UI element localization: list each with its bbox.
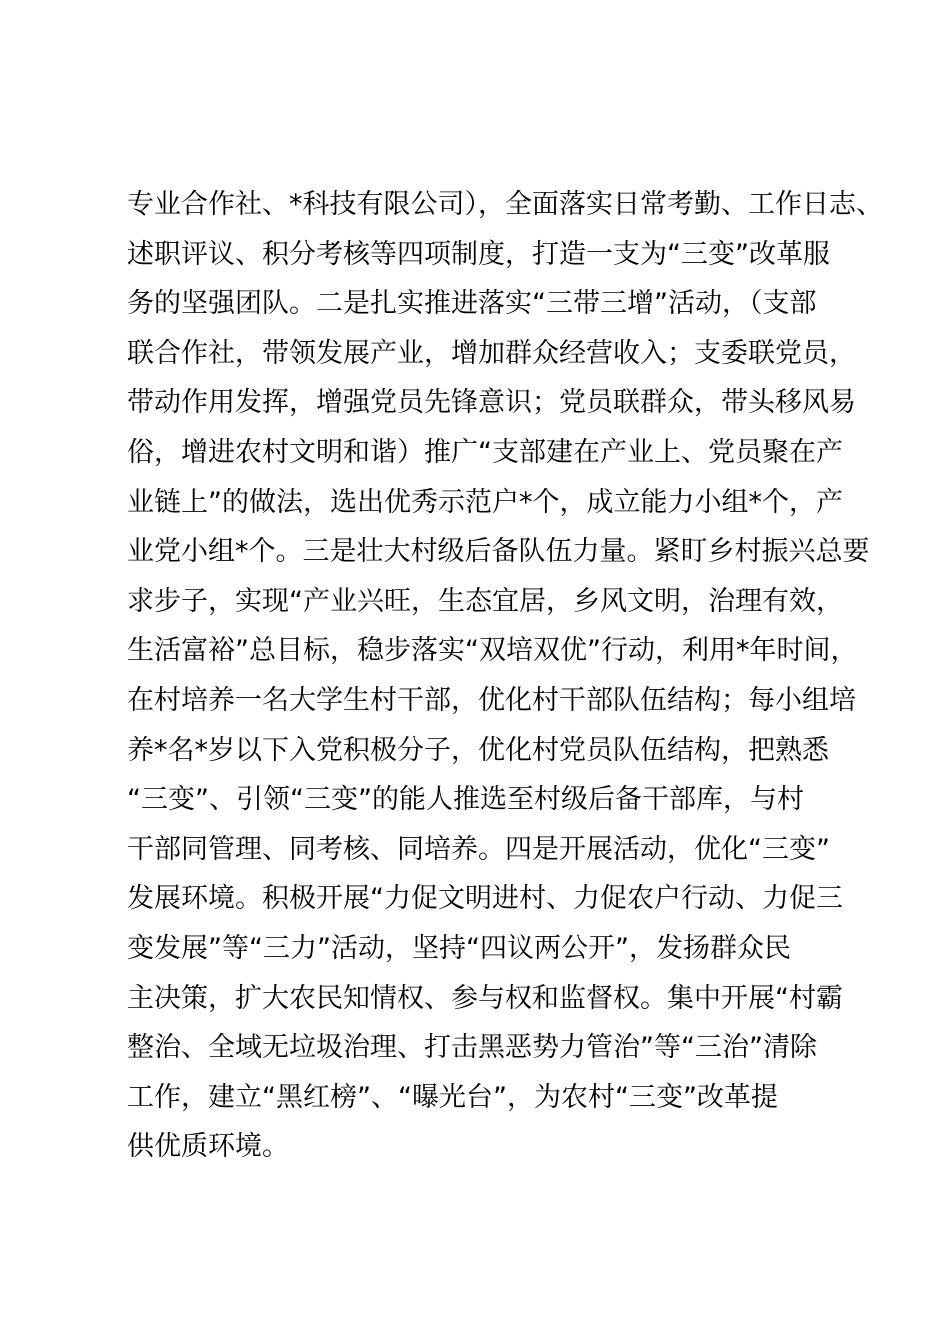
text-line-9: 求步子，实现“产业兴旺，生态宜居，乡风文明，治理有效， — [127, 585, 843, 617]
text-line-4: 联合作社，带领发展产业，增加群众经营收入；支委联党员， — [127, 337, 856, 369]
text-line-16: 变发展”等“三力”活动，坚持“四议两公开”，发扬群众民 — [127, 932, 791, 964]
text-line-19: 工作，建立“黑红榜”、“曝光台”，为农村“三变”改革提 — [127, 1081, 778, 1113]
text-line-10: 生活富裕”总目标，稳步落实“双培双优”行动，利用*年时间， — [127, 635, 858, 667]
text-line-20: 供优质环境。 — [127, 1131, 289, 1163]
text-line-14: 干部同管理、同考核、同培养。四是开展活动，优化“三变” — [127, 833, 830, 865]
text-line-15: 发展环境。积极开展“力促文明进村、力促农户行动、力促三 — [127, 883, 843, 915]
text-line-8: 业党小组*个。三是壮大村级后备队伍力量。紧盯乡村振兴总要 — [127, 536, 870, 568]
text-line-5: 带动作用发挥，增强党员先锋意识；党员联群众，带头移风易 — [127, 387, 856, 419]
text-line-11: 在村培养一名大学生村干部，优化村干部队伍结构；每小组培 — [127, 684, 856, 716]
text-line-3: 务的坚强团队。二是扎实推进落实“三带三增”活动，（支部 — [127, 288, 817, 320]
text-line-13: “三变”、引领“三变”的能人推选至村级后备干部库，与村 — [127, 784, 804, 816]
text-line-17: 主决策，扩大农民知情权、参与权和监督权。集中开展“村霸 — [127, 982, 843, 1014]
text-line-1: 专业合作社、*科技有限公司），全面落实日常考勤、工作日志、 — [127, 189, 883, 220]
text-line-2: 述职评议、积分考核等四项制度，打造一支为“三变”改革服 — [127, 238, 830, 270]
text-line-18: 整治、全域无垃圾治理、打击黑恶势力管治”等“三治”清除 — [127, 1032, 817, 1064]
body-paragraph — [127, 180, 883, 1172]
text-line-6: 俗，增进农村文明和谐）推广“支部建在产业上、党员聚在产 — [127, 436, 843, 468]
text-line-12: 养*名*岁以下入党积极分子，优化村党员队伍结构，把熟悉 — [127, 734, 829, 766]
text-line-7: 业链上”的做法，选出优秀示范户*个，成立能力小组*个，产 — [127, 486, 843, 518]
